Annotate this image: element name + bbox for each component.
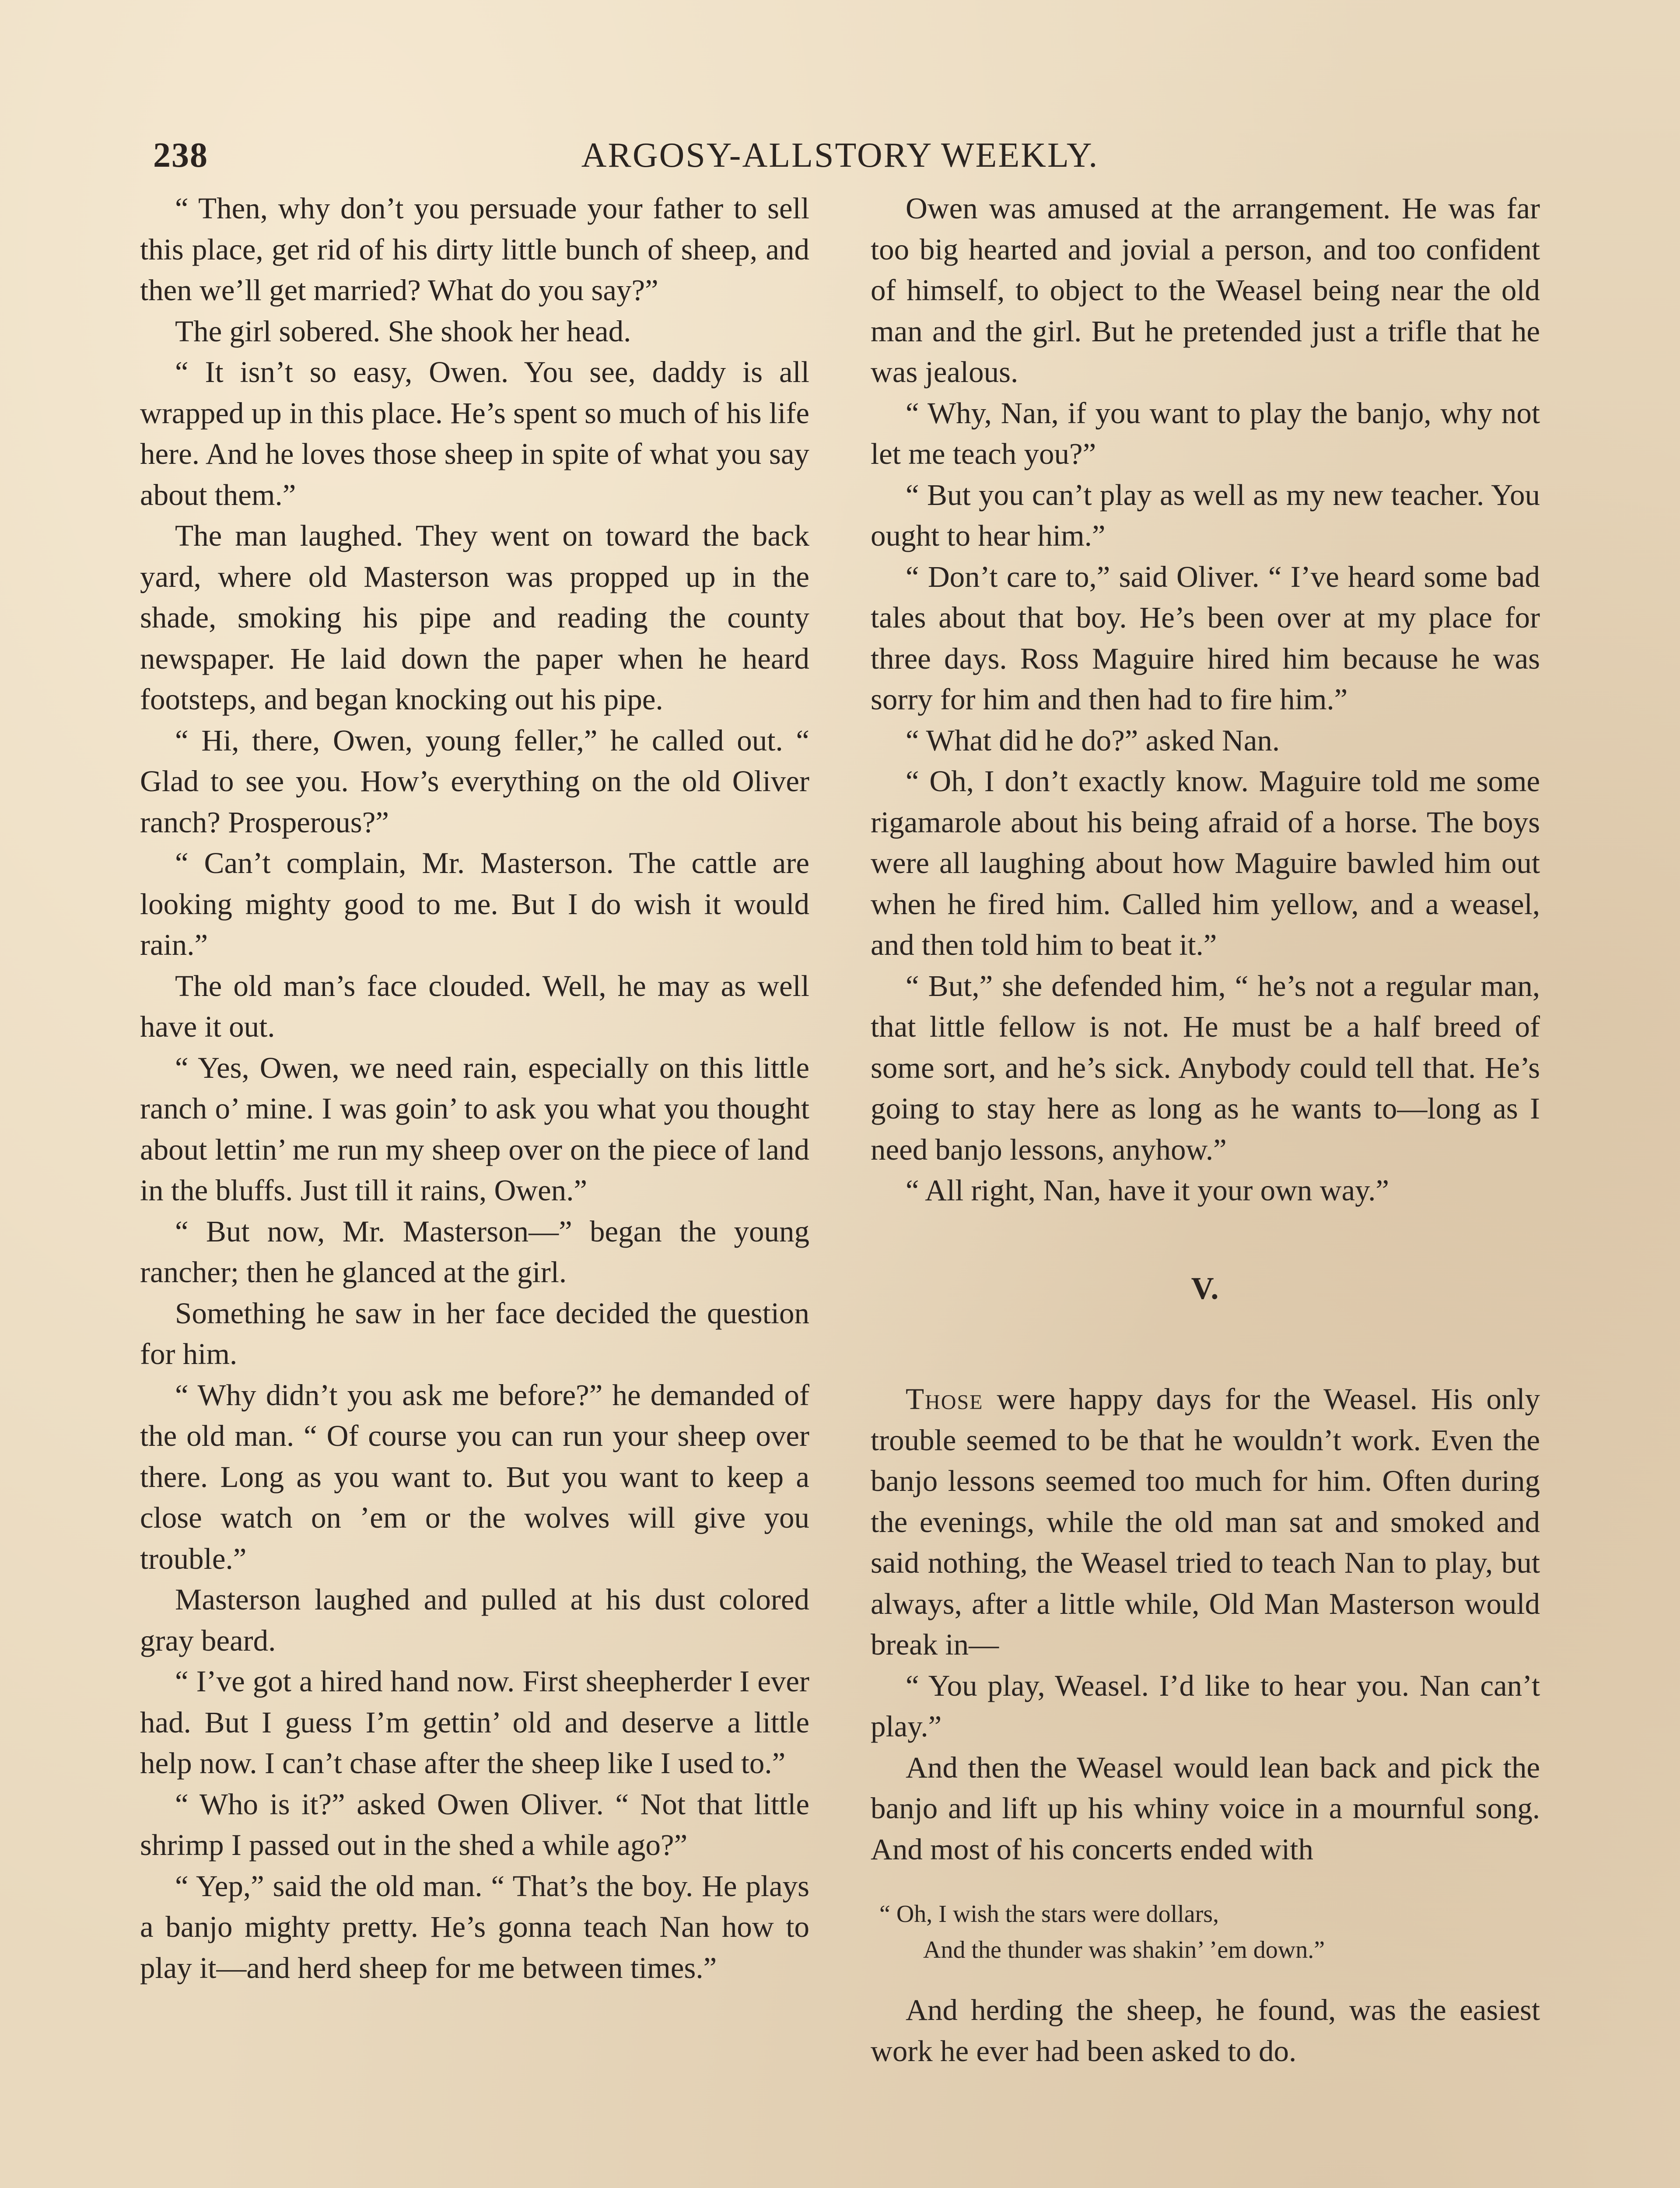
paragraph: “ Yes, Owen, we need rain, especially on this little ranch o’ mine. I was goin’ to ask you what you thought about lettin’ me run my sheep over on the piece of land in the bluffs. Just till it rains, Owen.” xyxy=(140,1051,809,1207)
verse-line: “ Oh, I wish the stars were dollars, xyxy=(879,1900,1219,1928)
paragraph: “ All right, Nan, have it your own way.” xyxy=(906,1174,1390,1207)
paragraph: And herding the sheep, he found, was the easiest work he ever had been asked to do. xyxy=(871,1993,1540,2068)
right-column xyxy=(871,188,1540,2072)
paragraph: “ Can’t complain, Mr. Masterson. The cattle are looking mighty good to me. But I do wish it would rain.” xyxy=(140,846,809,961)
paragraph: Owen was amused at the arrangement. He was far too big hearted and jovial a person, and too confident of himself, to object to the Weasel being near the old man and the girl. But he pretended just a trifle that he was jealous. xyxy=(871,192,1540,389)
page-number: 238 xyxy=(153,136,208,175)
paragraph: “ It isn’t so easy, Owen. You see, daddy is all wrapped up in this place. He’s spent so much of his life here. And he loves those sheep in spite of what you say about them.” xyxy=(140,355,809,512)
paragraph: “ I’ve got a hired hand now. First sheepherder I ever had. But I guess I’m gettin’ old and deserve a little help now. I can’t chase after the sheep like I used to.” xyxy=(140,1665,809,1780)
paragraph-text: were happy days for the Weasel. His only trouble seemed to be that he wouldn’t work. Even the banjo lessons seemed too much for him. Often during the evenings, while the old man sat and smoked and said nothing, the Weasel tried to teach Nan to play, but always, after a little while, Old Man Masterson would break in— xyxy=(871,1382,1540,1661)
paragraph: “ But now, Mr. Masterson—” began the young rancher; then he glanced at the girl. xyxy=(140,1214,809,1289)
text-columns xyxy=(140,188,1540,2072)
paragraph: Something he saw in her face decided the question for him. xyxy=(140,1296,809,1371)
small-caps-lead: Those xyxy=(906,1382,984,1416)
paragraph: “ Oh, I don’t exactly know. Maguire told me some rigamarole about his being afraid of a horse. The boys were all laughing about how Maguire bawled him out when he fired him. Called him yellow, and a weasel, and then told him to beat it.” xyxy=(871,764,1540,961)
paragraph: “ You play, Weasel. I’d like to hear you. Nan can’t play.” xyxy=(871,1669,1540,1743)
paragraph: “ But you can’t play as well as my new teacher. You ought to hear him.” xyxy=(871,478,1540,552)
paragraph: “ Don’t care to,” said Oliver. “ I’ve heard some bad tales about that boy. He’s been over at my place for three days. Ross Maguire hired him because he was sorry for him and then had to fire him.” xyxy=(871,560,1540,716)
paragraph: “ But,” she defended him, “ he’s not a regular man, that little fellow is not. He must be a half breed of some sort, and he’s sick. Anybody could tell that. He’s going to stay here as long as he wants to—long as I need banjo lessons, anyhow.” xyxy=(871,969,1540,1166)
magazine-page xyxy=(140,127,1540,2188)
paragraph: “ Why didn’t you ask me before?” he demanded of the old man. “ Of course you can run your sheep over there. Long as you want to. But you want to keep a close watch on ’em or the wolves will give you trouble.” xyxy=(140,1378,809,1575)
paragraph: “ Who is it?” asked Owen Oliver. “ Not that little shrimp I passed out in the shed a while ago?” xyxy=(140,1787,809,1862)
paragraph: “ Then, why don’t you persuade your father to sell this place, get rid of his dirty little bunch of sheep, and then we’ll get married? What do you say?” xyxy=(140,192,809,307)
paragraph: “ Why, Nan, if you want to play the banjo, why not let me teach you?” xyxy=(871,396,1540,470)
left-column xyxy=(140,188,809,2072)
paragraph: Masterson laughed and pulled at his dust colored gray beard. xyxy=(140,1583,809,1657)
section-opening-paragraph xyxy=(871,1379,1540,1666)
paragraph: “ Yep,” said the old man. “ That’s the boy. He plays a banjo mighty pretty. He’s gonna teach Nan how to play it—and herd sheep for me between times.” xyxy=(140,1869,809,1985)
paragraph: “ What did he do?” asked Nan. xyxy=(906,723,1280,757)
paragraph: The girl sobered. She shook her head. xyxy=(175,314,631,348)
song-verse xyxy=(871,1896,1540,1968)
verse-line: And the thunder was shakin’ ’em down.” xyxy=(923,1936,1325,1964)
paragraph: And then the Weasel would lean back and pick the banjo and lift up his whiny voice in a mournful song. And most of his concerts ended with xyxy=(871,1750,1540,1866)
paragraph: The old man’s face clouded. Well, he may as well have it out. xyxy=(140,969,809,1043)
section-heading: V. xyxy=(1191,1270,1220,1306)
page-header xyxy=(140,127,1540,193)
paragraph: The man laughed. They went on toward the back yard, where old Masterson was propped up in the shade, smoking his pipe and reading the county newspaper. He laid down the paper when he heard footsteps, and began knocking out his pipe. xyxy=(140,519,809,716)
paragraph: “ Hi, there, Owen, young feller,” he called out. “ Glad to see you. How’s everything on the old Oliver ranch? Prosperous?” xyxy=(140,723,809,839)
running-title: ARGOSY-ALLSTORY WEEKLY. xyxy=(581,136,1099,175)
